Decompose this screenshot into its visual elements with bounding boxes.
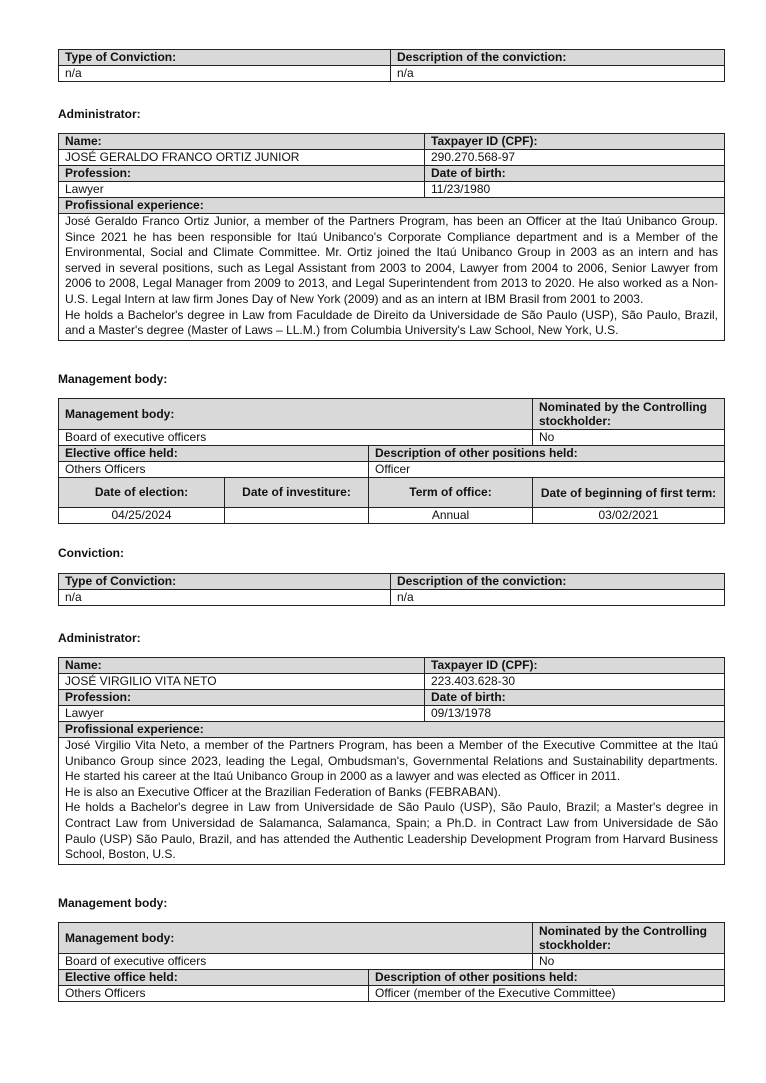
nominated-value: No <box>533 430 725 446</box>
cpf-value: 290.270.568-97 <box>425 150 725 166</box>
other-positions-value: Officer (member of the Executive Committee) <box>369 986 725 1002</box>
conviction-section-title: Conviction: <box>58 546 124 560</box>
experience-paragraph: José Virgilio Vita Neto, a member of the Partners Program, has been a Member of the Executive Committee at the Itaú Unibanco Group since 2023, leading the Legal, Ombudsman's, Governmental Relations and Sustainability departments. He started his career at the Itaú Unibanco Group in 2000 as a lawyer and was elected as Officer in 2011. <box>65 738 718 784</box>
first-term-date-label: Date of beginning of first term: <box>533 478 725 508</box>
other-positions-label: Description of other positions held: <box>369 446 725 462</box>
education-paragraph: He holds a Bachelor's degree in Law from Faculdade de Direito da Universidade de São Paulo (USP), São Paulo, Brazil, and a Master's degree (Master of Laws – LL.M.) from Columbia University's Law School, New York, U.S. <box>65 307 718 338</box>
cpf-value: 223.403.628-30 <box>425 674 725 690</box>
febraban-paragraph: He is also an Executive Officer at the Brazilian Federation of Banks (FEBRABAN). <box>65 784 501 799</box>
nominated-label: Nominated by the Controlling stockholder: <box>533 399 725 430</box>
management-body-table <box>58 922 725 1002</box>
name-label: Name: <box>59 134 425 150</box>
management-body-value: Board of executive officers <box>59 954 533 970</box>
conviction-description-header: Description of the conviction: <box>391 50 725 66</box>
investiture-date-label: Date of investiture: <box>225 478 369 508</box>
term-of-office-label: Term of office: <box>369 478 533 508</box>
cpf-label: Taxpayer ID (CPF): <box>425 134 725 150</box>
conviction-description-value: n/a <box>391 590 725 606</box>
experience-label: Profissional experience: <box>59 198 725 214</box>
administrator-table <box>58 657 725 865</box>
elective-office-value: Others Officers <box>59 986 369 1002</box>
term-of-office-value: Annual <box>369 508 533 524</box>
management-body-label: Management body: <box>59 399 533 430</box>
conviction-table <box>58 573 725 606</box>
experience-paragraph: José Geraldo Franco Ortiz Junior, a member of the Partners Program, has been an Officer at the Itaú Unibanco Group. Since 2021 he has been responsible for Itaú Unibanco's Corporate Compliance department and is a Member of the Environmental, Social and Climate Committee. Mr. Ortiz joined the Itaú Unibanco Group in 2003 as an intern and has served in several positions, such as Legal Assistant from 2003 to 2004, Lawyer from 2004 to 2006, Senior Lawyer from 2006 to 2008, Legal Manager from 2009 to 2013, and Legal Superintendent from 2013 to 2020. He also worked as a Non-U.S. Legal Intern at law firm Jones Day of New York (2009) and as an intern at IBM Brasil from 2001 to 2003. <box>65 214 718 306</box>
management-section-title: Management body: <box>58 372 168 386</box>
election-date-value: 04/25/2024 <box>59 508 225 524</box>
nominated-value: No <box>533 954 725 970</box>
elective-office-value: Others Officers <box>59 462 369 478</box>
profession-value: Lawyer <box>59 706 425 722</box>
cpf-label: Taxpayer ID (CPF): <box>425 658 725 674</box>
dob-label: Date of birth: <box>425 690 725 706</box>
profession-value: Lawyer <box>59 182 425 198</box>
name-label: Name: <box>59 658 425 674</box>
nominated-label: Nominated by the Controlling stockholder: <box>533 923 725 954</box>
administrator-table <box>58 133 725 341</box>
education-paragraph: He holds a Bachelor's degree in Law from Universidade de São Paulo (USP), São Paulo, Brazil; a Master's degree in Contract Law from Universidad de Salamanca, Salamanca, Spain; a Ph.D. in Contract Law from Universidade de São Paulo (USP) São Paulo, Brazil, and has attended the Authentic Leadership Development Program from Harvard Business School, Boston, U.S. <box>65 800 718 862</box>
other-positions-value: Officer <box>369 462 725 478</box>
experience-label: Profissional experience: <box>59 722 725 738</box>
name-value: JOSÉ GERALDO FRANCO ORTIZ JUNIOR <box>59 150 425 166</box>
dob-value: 11/23/1980 <box>425 182 725 198</box>
conviction-type-header: Type of Conviction: <box>59 50 391 66</box>
conviction-description-header: Description of the conviction: <box>391 574 725 590</box>
experience-text <box>59 738 725 865</box>
first-term-date-value: 03/02/2021 <box>533 508 725 524</box>
administrator-section-title: Administrator: <box>58 107 141 121</box>
management-section-title: Management body: <box>58 896 168 910</box>
other-positions-label: Description of other positions held: <box>369 970 725 986</box>
dob-label: Date of birth: <box>425 166 725 182</box>
experience-text <box>59 214 725 341</box>
dob-value: 09/13/1978 <box>425 706 725 722</box>
conviction-table-top <box>58 49 725 82</box>
profession-label: Profession: <box>59 690 425 706</box>
elective-office-label: Elective office held: <box>59 446 369 462</box>
election-date-label: Date of election: <box>59 478 225 508</box>
conviction-type-header: Type of Conviction: <box>59 574 391 590</box>
management-body-label: Management body: <box>59 923 533 954</box>
elective-office-label: Elective office held: <box>59 970 369 986</box>
management-body-value: Board of executive officers <box>59 430 533 446</box>
administrator-section-title: Administrator: <box>58 631 141 645</box>
conviction-description-value: n/a <box>391 66 725 82</box>
conviction-type-value: n/a <box>59 66 391 82</box>
investiture-date-value <box>225 508 369 524</box>
conviction-type-value: n/a <box>59 590 391 606</box>
name-value: JOSÉ VIRGILIO VITA NETO <box>59 674 425 690</box>
management-body-table <box>58 398 725 524</box>
profession-label: Profession: <box>59 166 425 182</box>
